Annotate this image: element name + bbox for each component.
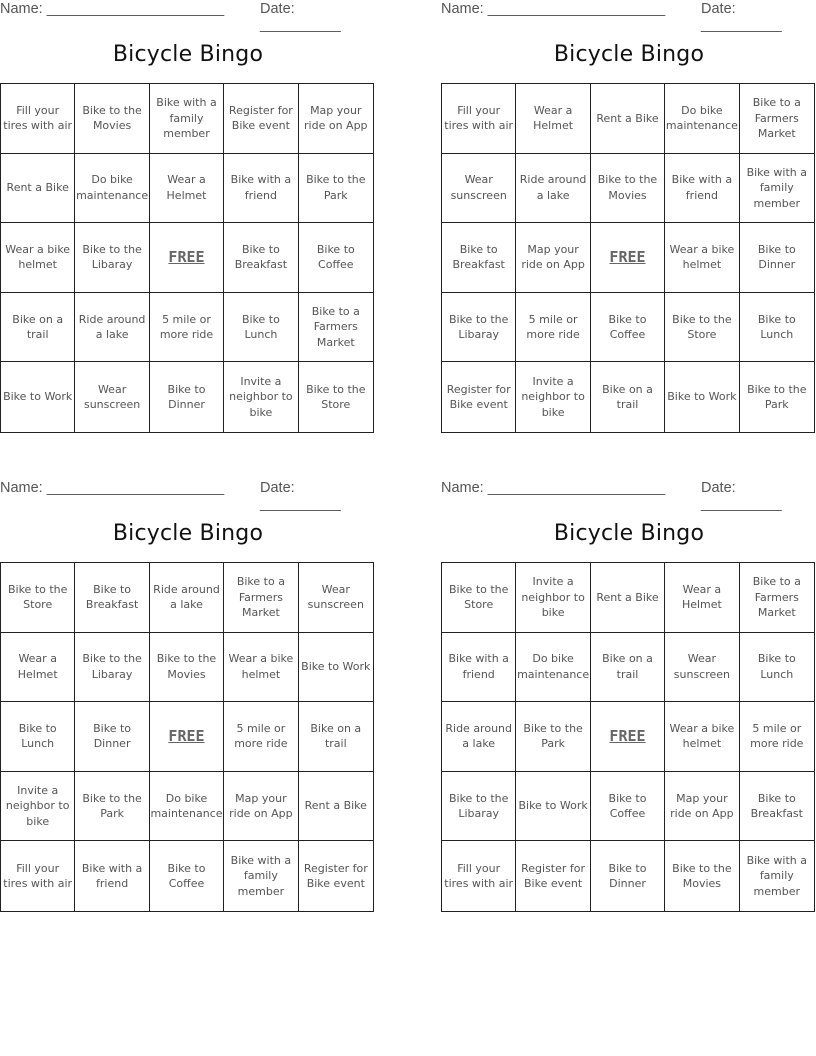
name-line: Name: ______________________: [0, 1, 225, 17]
card-title: Bicycle Bingo: [553, 521, 705, 546]
bingo-cell: Bike with a friend: [665, 154, 739, 224]
bingo-cell: Wear sunscreen: [442, 154, 516, 224]
bingo-cell: Invite a neighbor to bike: [516, 362, 590, 432]
bingo-cell: Wear a Helmet: [516, 84, 590, 154]
bingo-cell: Bike to Work: [665, 362, 739, 432]
bingo-cell: Wear a bike helmet: [665, 702, 739, 772]
bingo-cell: Bike to Lunch: [740, 633, 814, 703]
date-line: Date: __________: [701, 480, 782, 512]
bingo-cell: Bike on a trail: [591, 633, 665, 703]
bingo-grid: [0, 562, 374, 912]
bingo-cell: Bike to a Farmers Market: [740, 84, 814, 154]
bingo-cell: Wear sunscreen: [75, 362, 149, 432]
bingo-cell: Wear a bike helmet: [224, 633, 298, 703]
bingo-cell: Bike to the Store: [665, 293, 739, 363]
bingo-cell: Bike on a trail: [591, 362, 665, 432]
bingo-cell: Bike to Dinner: [75, 702, 149, 772]
bingo-cell: Ride around a lake: [150, 563, 224, 633]
bingo-cell: 5 mile or more ride: [150, 293, 224, 363]
date-line: Date: __________: [701, 1, 782, 33]
date-line: Date: __________: [260, 480, 341, 512]
bingo-cell: Bike to a Farmers Market: [224, 563, 298, 633]
bingo-cell: Do bike maintenance: [75, 154, 149, 224]
bingo-cell: Bike with a family member: [746, 853, 807, 898]
bingo-cell: Bike to Breakfast: [442, 223, 516, 293]
bingo-cell: Bike to the Libaray: [442, 772, 516, 842]
bingo-cell: Bike with a friend: [442, 633, 516, 703]
bingo-grid: [441, 83, 815, 433]
bingo-cell: Bike to Lunch: [1, 702, 75, 772]
bingo-cell: Ride around a lake: [442, 702, 516, 772]
card-header: [0, 1, 376, 33]
bingo-cell: Wear sunscreen: [299, 563, 373, 633]
bingo-cell: Bike to Dinner: [150, 362, 224, 432]
free-space: FREE: [150, 223, 224, 293]
bingo-cell: 5 mile or more ride: [224, 702, 298, 772]
card-header: [441, 1, 816, 33]
bingo-cell: Bike with a friend: [224, 154, 298, 224]
bingo-cell: Rent a Bike: [591, 563, 665, 633]
bingo-cell: Bike to Work: [299, 633, 373, 703]
bingo-cell: Bike to Work: [516, 772, 590, 842]
card-title: Bicycle Bingo: [112, 521, 264, 546]
bingo-cell: Bike to the Movies: [591, 154, 665, 224]
bingo-cell: Fill your tires with air: [442, 841, 516, 911]
bingo-cell: Fill your tires with air: [1, 84, 75, 154]
bingo-cell: Bike to the Movies: [150, 633, 224, 703]
name-line: Name: ______________________: [441, 1, 666, 17]
bingo-cell: Wear a bike helmet: [665, 223, 739, 293]
bingo-cell: Bike to the Movies: [75, 84, 149, 154]
bingo-cell: Register for Bike event: [442, 362, 516, 432]
bingo-cell: Wear a Helmet: [1, 633, 75, 703]
bingo-cell: Rent a Bike: [299, 772, 373, 842]
bingo-cell: Register for Bike event: [224, 84, 298, 154]
bingo-cell: Bike to a Farmers Market: [740, 563, 814, 633]
bingo-cell: Map your ride on App: [516, 223, 590, 293]
bingo-cell: Bike to the Store: [442, 563, 516, 633]
bingo-cell: Bike to Breakfast: [740, 772, 814, 842]
bingo-cell: Bike to the Movies: [665, 841, 739, 911]
bingo-cell: Wear a Helmet: [665, 563, 739, 633]
bingo-cell: 5 mile or more ride: [516, 293, 590, 363]
bingo-cell: Bike to Breakfast: [224, 223, 298, 293]
bingo-cell: Do bike maintenance: [516, 633, 590, 703]
bingo-cell: Bike with a friend: [75, 841, 149, 911]
bingo-cell: Bike with a family member: [740, 154, 814, 224]
bingo-cell: Bike on a trail: [1, 293, 75, 363]
free-space: FREE: [150, 702, 224, 772]
bingo-cell: Ride around a lake: [516, 154, 590, 224]
bingo-cell: Bike to Work: [1, 362, 75, 432]
bingo-card-3: [0, 479, 376, 919]
bingo-cell: Fill your tires with air: [442, 84, 516, 154]
bingo-cell: Bike to Lunch: [224, 293, 298, 363]
bingo-grid: [441, 562, 815, 912]
bingo-cell: Bike to Coffee: [591, 293, 665, 363]
bingo-cell: Bike to Lunch: [740, 293, 814, 363]
bingo-cell: Bike to Breakfast: [75, 563, 149, 633]
bingo-cell: Bike to Coffee: [150, 841, 224, 911]
bingo-cell: Register for Bike event: [303, 861, 368, 891]
bingo-cell: Rent a Bike: [591, 84, 665, 154]
bingo-card-4: [441, 479, 816, 919]
bingo-cell: Bike to Coffee: [591, 772, 665, 842]
bingo-cell: Bike to the Park: [516, 702, 590, 772]
bingo-cell: Bike to the Park: [299, 154, 373, 224]
bingo-cell: Map your ride on App: [665, 772, 739, 842]
card-title: Bicycle Bingo: [553, 42, 705, 67]
bingo-cell: Bike with a family member: [224, 841, 298, 911]
card-header: [0, 480, 376, 512]
bingo-cell: 5 mile or more ride: [740, 702, 814, 772]
bingo-cell: Register for Bike event: [516, 841, 590, 911]
bingo-cell: Bike to the Store: [1, 563, 75, 633]
name-line: Name: ______________________: [441, 480, 666, 496]
bingo-cell: Map your ride on App: [299, 84, 373, 154]
date-line: Date: __________: [260, 1, 341, 33]
bingo-cell: Bike to the Libaray: [75, 223, 149, 293]
bingo-cell: Bike to the Park: [747, 382, 807, 412]
bingo-cell: Wear sunscreen: [665, 633, 739, 703]
bingo-cell: Bike to Coffee: [299, 223, 373, 293]
bingo-cell: Invite a neighbor to bike: [224, 362, 298, 432]
bingo-cell: Ride around a lake: [75, 293, 149, 363]
bingo-cell: Do bike maintenance: [665, 84, 739, 154]
bingo-cell: Rent a Bike: [1, 154, 75, 224]
bingo-cell: Map your ride on App: [224, 772, 298, 842]
bingo-cell: Bike to a Farmers Market: [299, 293, 373, 363]
bingo-grid: [0, 83, 374, 433]
bingo-cell: Bike to the Libaray: [442, 293, 516, 363]
free-space: FREE: [591, 702, 665, 772]
bingo-cell: Fill your tires with air: [1, 841, 75, 911]
bingo-cell: Bike on a trail: [299, 702, 373, 772]
name-line: Name: ______________________: [0, 480, 225, 496]
free-space: FREE: [591, 223, 665, 293]
bingo-cell: Invite a neighbor to bike: [516, 563, 590, 633]
card-title: Bicycle Bingo: [112, 42, 264, 67]
bingo-cell: Do bike maintenance: [150, 772, 224, 842]
bingo-cell: Bike with a family member: [150, 84, 224, 154]
bingo-cell: Bike to Dinner: [740, 223, 814, 293]
bingo-cell: Wear a bike helmet: [1, 223, 75, 293]
bingo-cell: Bike to the Park: [75, 772, 149, 842]
bingo-cell: Bike to the Store: [306, 382, 366, 412]
bingo-card-1: [0, 0, 376, 440]
bingo-cell: Bike to Dinner: [591, 841, 665, 911]
card-header: [441, 480, 816, 512]
bingo-cell: Wear a Helmet: [150, 154, 224, 224]
bingo-cell: Bike to the Libaray: [75, 633, 149, 703]
bingo-cell: Invite a neighbor to bike: [1, 772, 75, 842]
bingo-card-2: [441, 0, 816, 440]
